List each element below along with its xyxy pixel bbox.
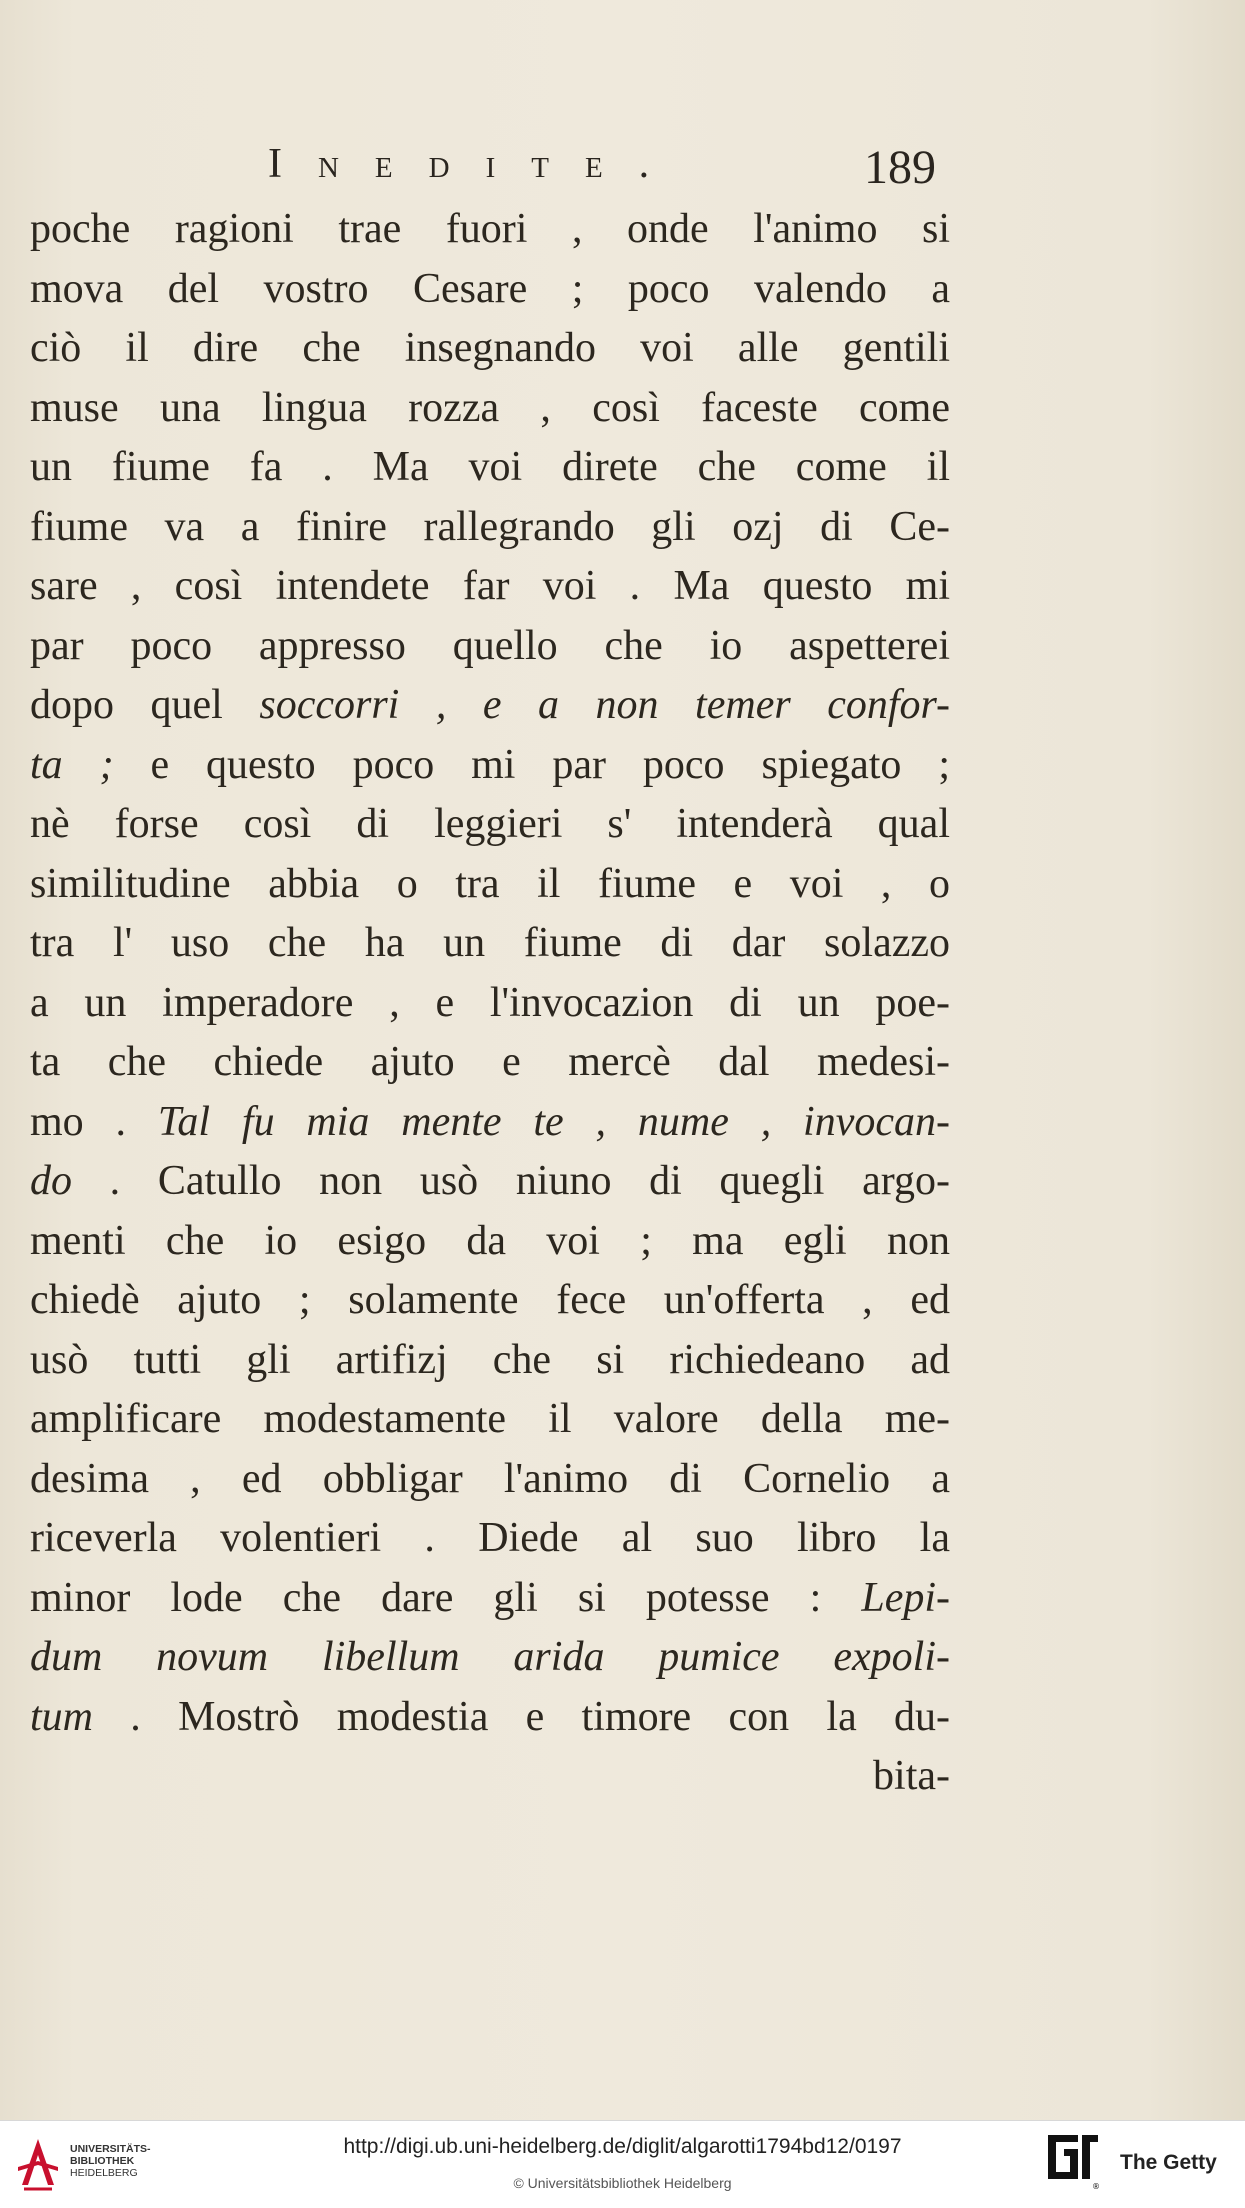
page-header [0,140,1245,200]
text-line [30,617,950,677]
text-line [30,1152,950,1212]
copyright-notice: © Universitätsbibliothek Heidelberg [513,2175,732,2191]
text-line [30,795,950,855]
library-name-line3: HEIDELBERG [70,2167,138,2179]
text-line [30,379,950,439]
catchword: bita- [873,1753,950,1799]
roman-segment: tra l' uso che ha un fiume di dar solazzo [30,920,950,966]
text-line [30,1688,950,1748]
roman-segment: e questo poco mi par poco spiegato ; [113,741,950,788]
italic-segment: ta ; [30,741,114,788]
roman-segment: chiedè ajuto ; solamente fece un'offerta , ed [30,1277,950,1323]
roman-segment: muse una lingua rozza , così faceste come [30,384,950,431]
text-line [30,1509,950,1569]
roman-segment: usò tutti gli artifizj che si richiedeano ad [30,1336,950,1383]
roman-segment: un fiume fa . Ma voi direte che come il [30,444,950,490]
roman-segment: mo . [30,1098,158,1145]
running-head: Inedite. [268,141,686,187]
text-line [30,200,950,260]
text-line [30,1390,950,1450]
italic-segment: Tal fu mia mente te , nume , invocan- [157,1098,950,1145]
roman-segment: par poco appresso quello che io aspetterei [30,622,950,669]
roman-segment: ciò il dire che insegnando voi alle gentili [30,325,950,371]
roman-segment: riceverla volentieri . Diede al suo libro la [30,1515,950,1561]
roman-segment: dopo quel [30,682,260,728]
roman-segment: fiume va a finire rallegrando gli ozj di Ce- [30,503,950,550]
roman-segment: a un imperadore , e l'invocazion di un poe- [30,979,950,1026]
getty-logo-icon [1044,2131,1100,2193]
page-number: 189 [864,141,936,194]
roman-segment: . Catullo non usò niuno di quegli argo- [72,1158,950,1204]
italic-segment: do [30,1158,72,1204]
text-line [30,1212,950,1272]
roman-segment: menti che io esigo da voi ; ma egli non [30,1217,950,1264]
text-line [30,1271,950,1331]
roman-segment: nè forse così di leggieri s' intenderà qual [30,801,950,847]
text-line [30,1569,950,1629]
library-name-line2: BIBLIOTHEK [70,2155,135,2167]
italic-segment: soccorri , e a non temer confor- [259,682,950,728]
roman-segment: desima , ed obbligar l'animo di Cornelio a [30,1455,950,1502]
text-line [30,855,950,915]
permalink-url[interactable]: http://digi.ub.uni-heidelberg.de/diglit/algarotti1794bd12/0197 [343,2135,902,2158]
text-line [30,974,950,1034]
sponsor-name: The Getty [1120,2151,1217,2174]
text-line [30,676,950,736]
text-line [30,1450,950,1510]
roman-segment: mova del vostro Cesare ; poco valendo a [30,265,950,312]
svg-text:®: ® [1092,2182,1100,2191]
text-line [30,498,950,558]
italic-segment: dum novum libellum arida pumice expoli- [30,1634,950,1680]
text-line [30,1331,950,1391]
text-line [30,438,950,498]
text-line [30,319,950,379]
text-line [30,1033,950,1093]
text-line [30,1093,950,1153]
text-line [30,1628,950,1688]
getty-logo[interactable] [1044,2129,1234,2199]
roman-segment: ta che chiede ajuto e mercè dal medesi- [30,1039,950,1085]
italic-segment: tum [30,1693,93,1740]
roman-segment: . Mostrò modestia e timore con la du- [93,1693,950,1740]
body-text [30,200,950,1807]
text-line [30,736,950,796]
roman-segment: sare , così intendete far voi . Ma questo mi [30,563,950,609]
italic-segment: Lepi- [861,1574,950,1621]
roman-segment: amplificare modestamente il valore della me- [30,1396,950,1442]
roman-segment: similitudine abbia o tra il fiume e voi , o [30,860,950,907]
library-name-line1: UNIVERSITÄTS- [70,2143,151,2155]
roman-segment: minor lode che dare gli si potesse : [30,1574,862,1621]
footer-bar [0,2120,1245,2208]
roman-segment: poche ragioni trae fuori , onde l'animo si [30,206,950,252]
text-line [30,914,950,974]
text-line [30,557,950,617]
text-line [30,260,950,320]
